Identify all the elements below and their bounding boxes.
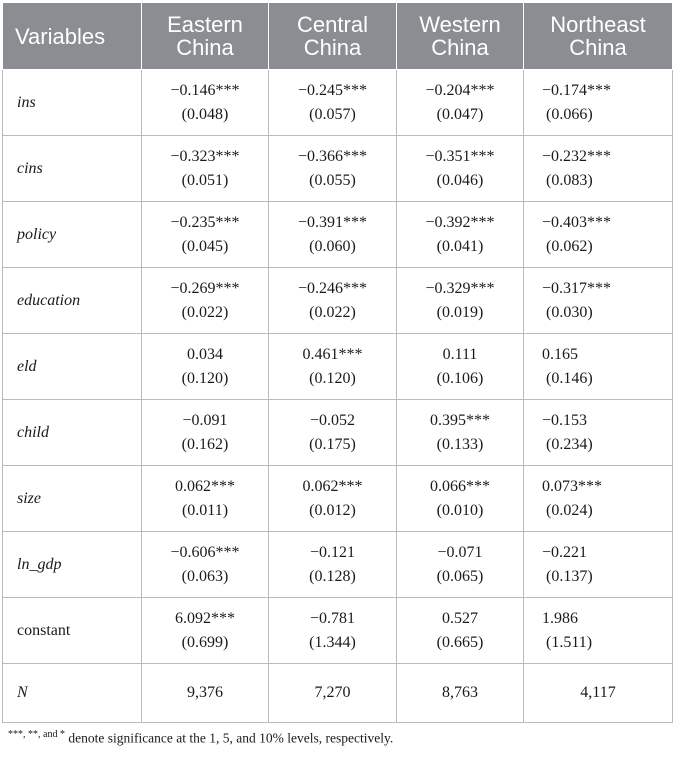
std-error: (0.011) — [181, 501, 229, 519]
row-variable: ins — [3, 70, 142, 136]
coefficient: −0.317*** — [542, 279, 612, 297]
coefficient: −0.403*** — [542, 213, 612, 231]
std-error: (0.062) — [546, 237, 593, 255]
std-error: (0.051) — [181, 171, 229, 189]
row-variable: ln_gdp — [3, 532, 142, 598]
header-variables: Variables — [3, 3, 142, 70]
cell-western — [397, 136, 524, 202]
cell-eastern — [142, 334, 269, 400]
coefficient: −0.052 — [309, 411, 356, 429]
coefficient: 0.461*** — [302, 345, 363, 363]
table-footnote — [0, 729, 674, 747]
coefficient: 0.062*** — [175, 477, 235, 495]
std-error: (0.022) — [309, 303, 356, 321]
std-error: (0.057) — [309, 105, 356, 123]
cell-western — [397, 70, 524, 136]
table-row — [3, 598, 673, 664]
cell-western — [397, 400, 524, 466]
coefficient: −0.351*** — [425, 147, 495, 165]
std-error: (0.010) — [436, 501, 484, 519]
cell-western — [397, 466, 524, 532]
header-central: Central China — [269, 3, 397, 70]
coefficient: −0.153 — [542, 411, 588, 429]
cell-eastern — [142, 268, 269, 334]
std-error: (0.012) — [309, 501, 356, 519]
regression-table — [2, 2, 673, 723]
cell-central — [269, 334, 397, 400]
cell-eastern — [142, 532, 269, 598]
std-error: (1.344) — [309, 633, 356, 651]
observations-row — [3, 664, 673, 723]
std-error: (0.106) — [436, 369, 484, 387]
footnote-text: denote significance at the 1, 5, and 10% levels, respectively. — [64, 730, 394, 746]
cell-central: 7,270 — [269, 664, 397, 723]
coefficient: −0.391*** — [297, 213, 368, 231]
coefficient: −0.174*** — [542, 81, 612, 99]
cell-eastern — [142, 202, 269, 268]
table-row — [3, 532, 673, 598]
std-error: (0.128) — [309, 567, 356, 585]
cell-western — [397, 202, 524, 268]
std-error: (0.024) — [546, 501, 593, 519]
std-error: (0.060) — [309, 237, 356, 255]
std-error: (0.055) — [309, 171, 356, 189]
coefficient: 0.111 — [442, 345, 478, 363]
std-error: (0.045) — [181, 237, 229, 255]
cell-eastern — [142, 400, 269, 466]
coefficient: −0.232*** — [542, 147, 612, 165]
cell-northeast — [524, 70, 673, 136]
cell-central — [269, 466, 397, 532]
row-variable: cins — [3, 136, 142, 202]
table-row — [3, 466, 673, 532]
row-variable: size — [3, 466, 142, 532]
coefficient: −0.269*** — [170, 279, 240, 297]
cell-western — [397, 268, 524, 334]
coefficient: −0.221 — [542, 543, 588, 561]
std-error: (0.041) — [436, 237, 484, 255]
std-error: (0.120) — [181, 369, 229, 387]
coefficient: −0.146*** — [170, 81, 240, 99]
std-error: (0.162) — [181, 435, 229, 453]
cell-western — [397, 532, 524, 598]
std-error: (1.511) — [546, 633, 593, 651]
std-error: (0.046) — [436, 171, 484, 189]
cell-eastern — [142, 136, 269, 202]
row-variable: N — [3, 664, 142, 723]
cell-northeast — [524, 400, 673, 466]
cell-northeast — [524, 136, 673, 202]
coefficient: 0.034 — [187, 345, 223, 363]
std-error: (0.234) — [546, 435, 593, 453]
row-variable: policy — [3, 202, 142, 268]
coefficient: −0.071 — [437, 543, 483, 561]
row-variable: education — [3, 268, 142, 334]
coefficient: 0.395*** — [430, 411, 490, 429]
table-row — [3, 70, 673, 136]
std-error: (0.699) — [181, 633, 229, 651]
std-error: (0.030) — [546, 303, 593, 321]
std-error: (0.066) — [546, 105, 593, 123]
coefficient: −0.235*** — [170, 213, 240, 231]
std-error: (0.137) — [546, 567, 593, 585]
cell-eastern: 9,376 — [142, 664, 269, 723]
table-row — [3, 268, 673, 334]
std-error: (0.019) — [436, 303, 484, 321]
cell-central — [269, 532, 397, 598]
cell-central — [269, 268, 397, 334]
row-variable: eld — [3, 334, 142, 400]
std-error: (0.133) — [436, 435, 484, 453]
header-eastern: Eastern China — [142, 3, 269, 70]
cell-northeast — [524, 268, 673, 334]
table-row — [3, 202, 673, 268]
coefficient: −0.606*** — [170, 543, 240, 561]
coefficient: 0.165 — [542, 345, 578, 363]
header-northeast: Northeast China — [524, 3, 673, 70]
table-row — [3, 334, 673, 400]
coefficient: 1.986 — [542, 609, 578, 627]
cell-northeast — [524, 334, 673, 400]
cell-northeast — [524, 598, 673, 664]
cell-central — [269, 70, 397, 136]
coefficient: 0.527 — [442, 609, 478, 627]
std-error: (0.175) — [309, 435, 356, 453]
row-variable: constant — [3, 598, 142, 664]
coefficient: −0.329*** — [425, 279, 495, 297]
header-western: Western China — [397, 3, 524, 70]
coefficient: −0.204*** — [425, 81, 495, 99]
table-row — [3, 136, 673, 202]
cell-northeast — [524, 466, 673, 532]
cell-western — [397, 598, 524, 664]
coefficient: −0.121 — [309, 543, 356, 561]
coefficient: 6.092*** — [175, 609, 235, 627]
cell-northeast — [524, 202, 673, 268]
cell-western: 8,763 — [397, 664, 524, 723]
table-row — [3, 400, 673, 466]
coefficient: −0.781 — [309, 609, 356, 627]
coefficient: 0.066*** — [430, 477, 490, 495]
cell-eastern — [142, 70, 269, 136]
cell-central — [269, 598, 397, 664]
std-error: (0.047) — [436, 105, 484, 123]
coefficient: −0.245*** — [297, 81, 368, 99]
header-row — [3, 3, 673, 70]
cell-eastern — [142, 466, 269, 532]
coefficient: −0.392*** — [425, 213, 495, 231]
cell-central — [269, 202, 397, 268]
coefficient: −0.246*** — [297, 279, 368, 297]
coefficient: 0.062*** — [302, 477, 363, 495]
significance-marks: ***, **, and * — [8, 729, 65, 740]
coefficient: −0.091 — [182, 411, 228, 429]
coefficient: −0.323*** — [170, 147, 240, 165]
std-error: (0.083) — [546, 171, 593, 189]
cell-central — [269, 400, 397, 466]
coefficient: 0.073*** — [542, 477, 602, 495]
row-variable: child — [3, 400, 142, 466]
std-error: (0.022) — [181, 303, 229, 321]
std-error: (0.665) — [436, 633, 484, 651]
std-error: (0.146) — [546, 369, 593, 387]
std-error: (0.065) — [436, 567, 484, 585]
std-error: (0.120) — [309, 369, 356, 387]
std-error: (0.063) — [181, 567, 229, 585]
coefficient: −0.366*** — [297, 147, 368, 165]
std-error: (0.048) — [181, 105, 229, 123]
cell-central — [269, 136, 397, 202]
cell-eastern — [142, 598, 269, 664]
cell-northeast — [524, 532, 673, 598]
cell-northeast: 4,117 — [524, 664, 673, 723]
cell-western — [397, 334, 524, 400]
